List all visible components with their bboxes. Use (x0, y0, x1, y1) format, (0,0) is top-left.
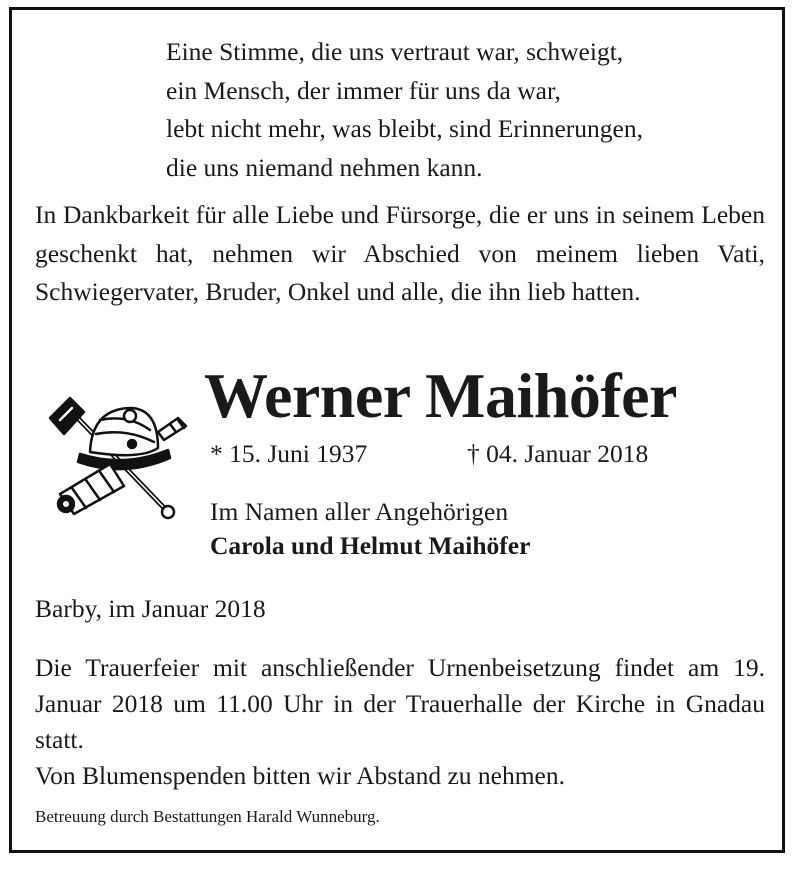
deceased-name: Werner Maihöfer (204, 360, 677, 431)
flowers-note: Von Blumenspenden bitten wir Abstand zu nehmen. (35, 761, 565, 790)
birth-date: * 15. Juni 1937 (210, 439, 368, 468)
funeral-text: Die Trauerfeier mit anschließender Urnenbeisetzung findet am 19. Januar 2018 um 11.00 Uhr in der Trauerhalle der Kirche in Gnadau statt. (35, 653, 765, 754)
poem-line: lebt nicht mehr, was bleibt, sind Erinnerungen, (166, 114, 643, 143)
poem-line: ein Mensch, der immer für uns da war, (166, 75, 561, 105)
signers-line: Im Namen aller Angehörigen (210, 497, 509, 526)
death-date: † 04. Januar 2018 (467, 439, 649, 468)
poem-line: Eine Stimme, die uns vertraut war, schweigt, (166, 37, 624, 66)
signers (210, 495, 530, 563)
undertaker-note: Betreuung durch Bestattungen Harald Wunneburg. (35, 807, 380, 826)
poem (166, 33, 643, 187)
place-date: Barby, im Januar 2018 (35, 594, 266, 623)
intro-text: In Dankbarkeit für alle Liebe und Fürsorge, die er uns in seinem Leben geschenkt hat, nehmen wir Abschied von meinem lieben Vati, Schwiegervater, Bruder, Onkel und alle, die ihn lieb hatten. (35, 200, 765, 306)
poem-line: die uns niemand nehmen kann. (166, 152, 483, 182)
fire-brigade-emblem-icon (40, 390, 190, 525)
funeral-info (35, 650, 765, 794)
signers-names: Carola und Helmut Maihöfer (210, 531, 531, 560)
